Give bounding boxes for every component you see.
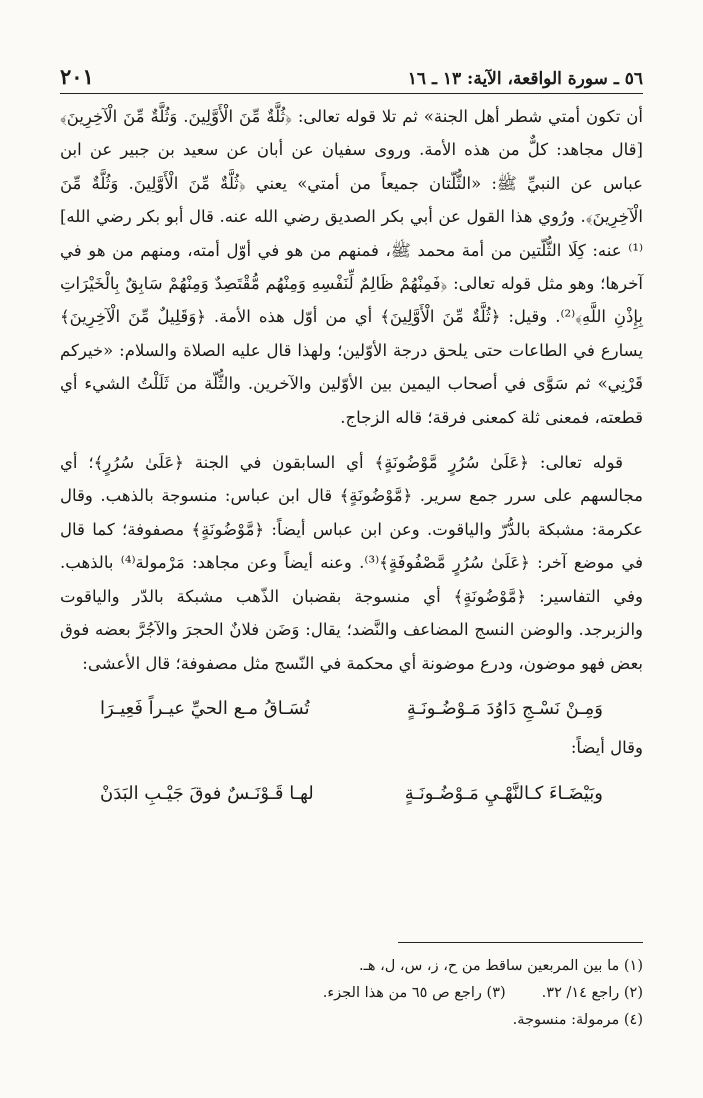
paragraph-1: أن تكون أمتي شطر أهل الجنة» ثم تلا قوله تعالى: ﴿ثُلَّةٌ مِّنَ الْأَوَّلِينَ. وَثُلَّةٌ مِّنَ الْآخِرِينَ﴾ [قال مجاهد: كلٌّ من هذه الأمة. وروى سفيان عن أبان عن سعيد بن جبير عن ابن عباس عن النبيِّ ﷺ: «الثُّلّتان جميعاً من أمتي» يعني ﴿ثُلَّةٌ مِّنَ الْأَوَّلِينَ. وَثُلَّةٌ مِّنَ الْآخِرِينَ﴾. ورُوي هذا القول عن أبي بكر الصديق رضي الله عنه. قال أبو بكر رضي الله]⁽¹⁾ عنه: كِلَا الثُّلّتين من أمة محمد ﷺ، فمنهم من هو في أوّل أمته، ومنهم من هو في آخرها؛ وهو مثل قوله تعالى: ﴿فَمِنْهُمْ ظَالِمٌ لِّنَفْسِهِ وَمِنْهُم مُّقْتَصِدٌ وَمِنْهُمْ سَابِقٌ بِالْخَيْرَاتِ بِإِذْنِ اللَّهِ﴾⁽²⁾. وقيل: ﴿ثُلَّةٌ مِّنَ الْأَوَّلِينَ﴾ أي من أوّل هذه الأمة. ﴿وَقَلِيلٌ مِّنَ الْآخِرِينَ﴾ يسارع في الطاعات حتى يلحق درجة الأوّلين؛ ولهذا قال عليه الصلاة والسلام: «خيركم قَرْنِي» ثم سَوَّى في أصحاب اليمين بين الأوّلين والآخرين. والثُّلّة من ثَلَلْتُ الشيء أي قطعته، فمعنى ثلة كمعنى فرقة؛ قاله الزجاج. xyxy=(60,107,643,427)
running-head: ٥٦ ـ سورة الواقعة، الآية: ١٣ ـ ١٦ xyxy=(407,69,643,89)
poem-1-hemistich-b: تُسَـاقُ مـع الحيِّ عيـراً فَعِيـرَا xyxy=(100,697,310,719)
footnote-4: (٤) مرمولة: منسوجة. xyxy=(512,1012,643,1028)
paragraph-2: قوله تعالى: ﴿عَلَىٰ سُرُرٍ مَّوْضُونَةٍ﴾ أي السابقون في الجنة ﴿عَلَىٰ سُرُرٍ﴾؛ أي مجالسهم على سرر جمع سرير. ﴿مَّوْضُونَةٍ﴾ قال ابن عباس: منسوجة بالذهب. وقال عكرمة: مشبكة بالدُّرّ والياقوت. وعن ابن عباس أيضاً: ﴿مَّوْضُونَةٍ﴾ مصفوفة؛ كما قال في موضع آخر: ﴿عَلَىٰ سُرُرٍ مَّصْفُوفَةٍ﴾⁽³⁾. وعنه أيضاً وعن مجاهد: مَرْمولة⁽⁴⁾ بالذهب. وفي التفاسير: ﴿مَّوْضُونَةٍ﴾ أي منسوجة بقضبان الذّهب مشبكة بالدّر والياقوت والزبرجد. والوضن النسج المضاعف والنَّضد؛ يقال: وَضَن فلانٌ الحجرَ والآجُرَّ بعضه فوق بعض فهو موضون، ودرع موضونة أي محكمة في النّسج مثل مصفوفة؛ قال الأعشى: xyxy=(60,453,643,673)
poem-intro: وقال أيضاً: xyxy=(570,738,643,758)
page-header xyxy=(60,60,643,94)
poem-1-hemistich-a: وَمِـنْ نَسْـجِ دَاوُدَ مَـوْضُـونَـةٍ xyxy=(406,697,603,719)
page-number: ٢٠١ xyxy=(60,64,94,89)
footnotes xyxy=(60,953,643,1034)
footnote-1: (١) ما بين المربعين ساقط من ح، ز، س، ل، هـ. xyxy=(358,958,643,974)
footnote-divider xyxy=(398,942,643,943)
poem-2-hemistich-a: وبَيْضَـاءَ كـالنَّهْـيِ مَـوْضُـونَـةٍ xyxy=(404,782,603,804)
footnote-2: (٢) راجع ١٤/ ٣٢. xyxy=(541,985,643,1001)
main-text xyxy=(60,100,643,816)
footnote-3: (٣) راجع ص ٦٥ من هذا الجزء. xyxy=(322,985,506,1001)
poem-verse-1 xyxy=(60,692,643,725)
poem-verse-2 xyxy=(60,777,643,810)
poem-2-hemistich-b: لهـا قَـوْنَـسٌ فوقَ جَيْـبِ البَدَنْ xyxy=(100,782,314,804)
footnote-row-2 xyxy=(60,980,643,1007)
